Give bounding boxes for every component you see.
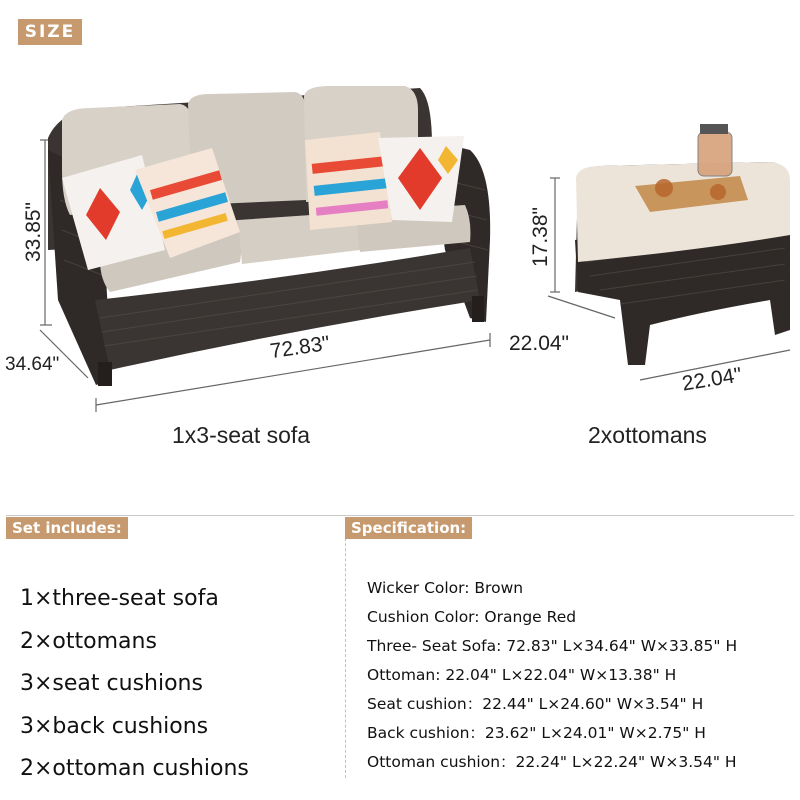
list-item: Ottoman: 22.04" L×22.04" W×13.38" H (367, 666, 677, 684)
set-includes-title: Set includes: (6, 517, 128, 539)
sofa-length-label: 72.83" (268, 331, 332, 364)
sofa-depth-label: 34.64" (5, 354, 60, 375)
column-divider (345, 518, 346, 778)
list-item: 2×ottoman cushions (20, 756, 249, 781)
list-item: 1×three-seat sofa (20, 586, 219, 611)
size-tag: SIZE (18, 19, 82, 45)
section-divider (6, 515, 794, 516)
list-item: 2×ottomans (20, 628, 157, 654)
ottoman-width-line (548, 296, 615, 318)
ottoman-width-label: 22.04" (509, 332, 570, 355)
ottoman-depth-label: 22.04" (680, 363, 744, 396)
list-item: 3×seat cushions (20, 671, 203, 696)
list-item: Seat cushion：22.44" L×24.60" W×3.54" H (367, 695, 704, 713)
set-includes-list (20, 578, 249, 791)
ottoman-caption: 2xottomans (588, 422, 707, 448)
list-item: Cushion Color: Orange Red (367, 608, 577, 626)
list-item: Three- Seat Sofa: 72.83" L×34.64" W×33.85" H (367, 637, 738, 655)
ottoman-height-label: 17.38" (529, 207, 552, 268)
list-item: Wicker Color: Brown (367, 579, 524, 597)
specification-list (367, 574, 737, 777)
list-item: Back cushion：23.62" L×24.01" W×2.75" H (367, 724, 706, 742)
ottoman-drawing (575, 124, 790, 365)
sofa-height-label: 33.85" (22, 201, 45, 262)
specification-title: Specification: (345, 517, 472, 539)
list-item: 3×back cushions (20, 713, 209, 739)
list-item: Ottoman cushion：22.24" L×22.24" W×3.54" H (367, 753, 737, 771)
sofa-caption: 1x3-seat sofa (172, 422, 311, 448)
